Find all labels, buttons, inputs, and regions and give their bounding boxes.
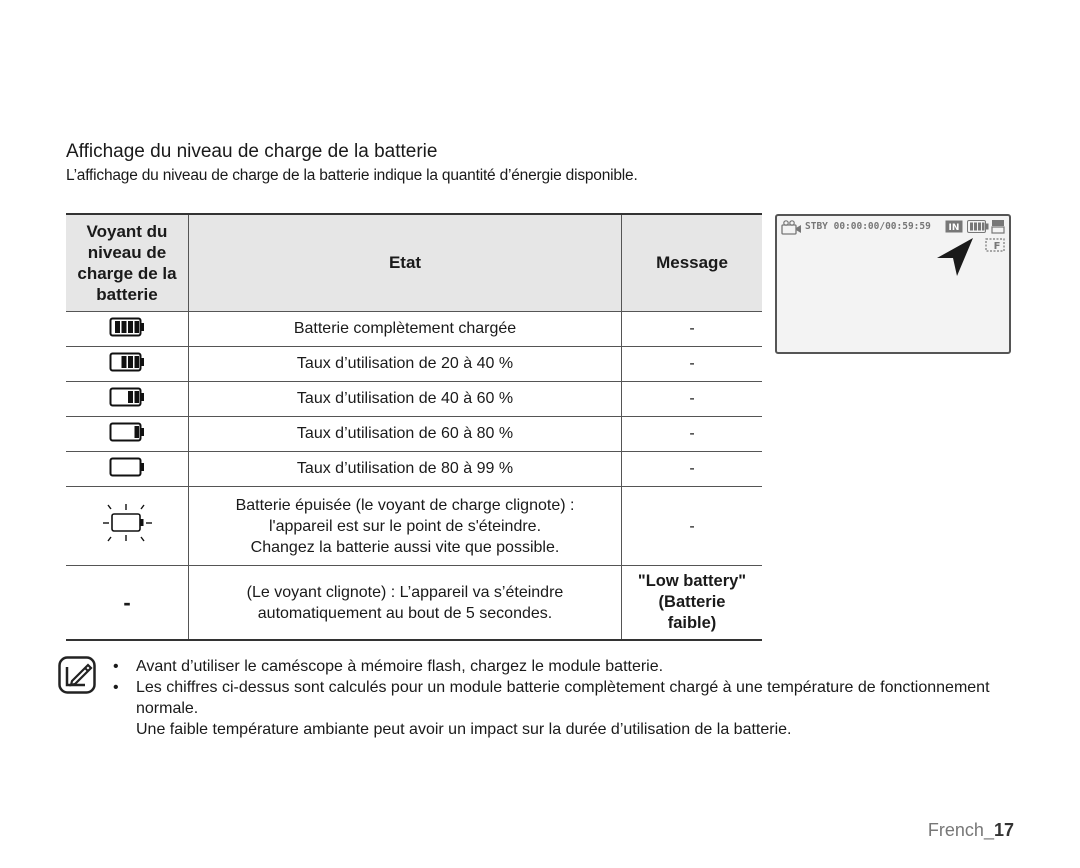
list-item: • Avant d’utiliser le caméscope à mémoire flash, chargez le module batterie. xyxy=(113,658,664,675)
table-row xyxy=(66,452,762,487)
battery-half-icon xyxy=(66,382,189,417)
header-message: Message xyxy=(622,214,763,312)
table-row xyxy=(66,417,762,452)
quality-icon xyxy=(991,219,1007,235)
list-item: • Les chiffres ci-dessus sont calculés pour un module batterie complètement chargé à une température de fonctionnement normale. xyxy=(113,679,990,717)
message-cell: - xyxy=(622,452,763,487)
state-cell: Taux d’utilisation de 20 à 40 % xyxy=(189,347,622,382)
battery-full-icon xyxy=(66,312,189,347)
battery-level-table xyxy=(66,213,762,641)
page-number: 17 xyxy=(993,820,1014,840)
message-cell: - xyxy=(622,487,763,566)
battery-quarter-icon xyxy=(66,417,189,452)
message-cell: - xyxy=(622,312,763,347)
header-indicator: Voyant du niveau de charge de la batterie xyxy=(66,214,189,312)
indicator-dash: - xyxy=(66,566,189,641)
video-camera-icon xyxy=(781,220,803,236)
internal-memory-icon xyxy=(945,220,963,233)
header-state: Etat xyxy=(189,214,622,312)
battery-blinking-icon xyxy=(66,487,189,566)
table-row xyxy=(66,382,762,417)
battery-three-quarter-icon xyxy=(66,347,189,382)
table-row xyxy=(66,347,762,382)
state-cell: (Le voyant clignote) : L’appareil va s’éteindre automatiquement au bout de 5 secondes. xyxy=(189,566,622,641)
pointer-arrow-icon xyxy=(935,236,975,278)
state-cell: Taux d’utilisation de 60 à 80 % xyxy=(189,417,622,452)
camcorder-screen-preview xyxy=(775,214,1011,354)
message-cell: - xyxy=(622,347,763,382)
table-row xyxy=(66,487,762,566)
state-cell: Taux d’utilisation de 80 à 99 % xyxy=(189,452,622,487)
section-intro: L’affichage du niveau de charge de la batterie indique la quantité d’énergie disponible. xyxy=(66,167,638,184)
note-icon xyxy=(58,656,96,694)
state-cell: Batterie épuisée (le voyant de charge clignote) : l'appareil est sur le point de s'éteindre. Changez la batterie aussi vite que possible. xyxy=(189,487,622,566)
battery-empty-icon xyxy=(66,452,189,487)
section-title: Affichage du niveau de charge de la batterie xyxy=(66,141,438,162)
state-cell: Taux d’utilisation de 40 à 60 % xyxy=(189,382,622,417)
page-footer: French_17 xyxy=(927,820,1014,840)
note-sub-text: Une faible température ambiante peut avoir un impact sur la durée d’utilisation de la batterie. xyxy=(136,721,792,738)
screen-status-text: STBY 00:00:00/00:59:59 xyxy=(805,221,931,232)
svg-text:F: F xyxy=(993,241,1001,252)
eis-icon xyxy=(985,238,1005,252)
notes-list xyxy=(110,656,1010,740)
state-cell: Batterie complètement chargée xyxy=(189,312,622,347)
message-cell: - xyxy=(622,417,763,452)
screen-battery-icon xyxy=(967,220,989,233)
svg-text:IN: IN xyxy=(948,223,960,233)
message-cell: "Low battery" (Batterie faible) xyxy=(622,566,763,641)
table-header-row xyxy=(66,214,762,312)
message-cell: - xyxy=(622,382,763,417)
table-row xyxy=(66,312,762,347)
table-row xyxy=(66,566,762,641)
